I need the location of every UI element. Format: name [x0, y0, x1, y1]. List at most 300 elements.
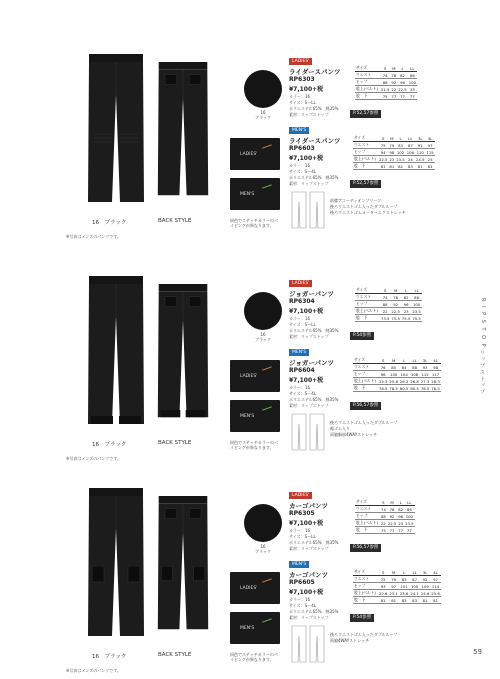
back-caption: BACK STYLE [158, 440, 192, 446]
size-cell: S [378, 569, 388, 576]
size-cell: 80.5 [399, 385, 409, 391]
size-cell: 86 [408, 72, 417, 79]
size-row [355, 506, 415, 513]
size-cell: 22 [391, 86, 397, 92]
size-cell: 86 [404, 506, 414, 513]
size-cell: LL [411, 287, 421, 294]
detail-label: LADIES' [240, 374, 258, 379]
ladies-price: ¥7,100+税 [289, 520, 324, 527]
detail-label: MEN'S [240, 626, 255, 631]
size-row-label: ウエスト [355, 72, 380, 79]
size-cell: 28.3 [431, 378, 440, 384]
size-cell: L [397, 65, 407, 72]
size-row-label: 股 下 [355, 315, 380, 322]
size-cell: 102 [396, 149, 405, 155]
ladies-product-name: ライダースパンツ [289, 68, 341, 76]
mens-spec-line: サイズ：S～4L [289, 169, 316, 174]
size-cell: 109 [421, 583, 429, 589]
ladies-size-table [355, 287, 422, 322]
size-cell: 83 [406, 163, 415, 170]
size-cell: 100 [405, 513, 413, 519]
detail-label: LADIES' [240, 586, 258, 591]
size-row-label: サイズ [355, 287, 380, 294]
size-row-label: ヒップ [355, 513, 380, 520]
size-cell: 78 [387, 506, 397, 513]
ladies-page-ref: P.56,57参照 [350, 544, 381, 552]
size-cell: 80 [388, 364, 398, 371]
back-caption: BACK STYLE [158, 218, 192, 224]
side-label-en: R I P S T O P [480, 298, 486, 349]
stitch-line [262, 618, 272, 623]
mens-product-name: カーゴパンツ [289, 571, 328, 579]
size-cell: 105 [410, 583, 419, 589]
size-cell: 78.5 [389, 385, 398, 391]
ladies-spec-line: カラー：16 [289, 528, 311, 533]
size-row-label: サイズ [355, 65, 380, 72]
size-cell: 74 [380, 506, 386, 512]
mens-spec-line: サイズ：S～4L [289, 391, 316, 396]
size-cell: 22.5 [398, 86, 407, 92]
size-cell: 81 [430, 597, 440, 604]
size-cell: 96 [397, 79, 407, 86]
feature-line: 後ろウエストゴム入ったダブルループ [330, 420, 398, 425]
size-row [353, 590, 441, 597]
ladies-price: ¥7,100+税 [289, 86, 324, 93]
size-cell: 97 [388, 583, 398, 590]
size-cell: 81 [420, 597, 430, 604]
ladies-size-table [355, 499, 415, 534]
size-cell: M [387, 499, 397, 506]
size-cell: 82 [395, 163, 405, 170]
back-pants-photo [156, 496, 210, 631]
size-cell: 79 [389, 142, 395, 148]
ladies-product-code: RP6303 [289, 76, 315, 83]
footnote: ※写真はメンズのパンツです。 [66, 234, 121, 239]
ladies-product-code: RP6305 [289, 510, 315, 517]
size-cell: 84 [399, 364, 409, 371]
size-cell: 115 [426, 149, 434, 155]
stitch-line [262, 144, 272, 149]
mens-spec-line: カラー：16 [289, 597, 311, 602]
size-cell: 96 [398, 513, 404, 519]
size-cell: 78 [390, 294, 400, 301]
size-cell: 98 [389, 149, 395, 155]
size-cell: 88 [380, 79, 390, 86]
size-cell: 3L [420, 357, 430, 364]
ladies-spec-line: ポリエステル65% 綿35% [289, 328, 339, 333]
size-cell: 77 [404, 527, 414, 534]
size-cell: 100 [408, 79, 416, 85]
size-cell: 78.5 [378, 385, 388, 391]
size-cell: 96 [401, 301, 411, 308]
mens-spec-line: サイズ：S～4L [289, 603, 316, 608]
mens-spec-line: 素材：リップストップ [289, 403, 329, 408]
size-cell: 74 [380, 72, 390, 79]
technical-drawing [290, 624, 326, 664]
footnote: ※写真はメンズのパンツです。 [66, 668, 121, 673]
feature-line: 後ろウエストゴム入ったダブルループ [330, 632, 398, 637]
back-caption: BACK STYLE [158, 652, 192, 658]
size-cell: 92 [390, 301, 400, 308]
size-row-label: サイズ [353, 569, 378, 576]
size-cell: 22.5 [387, 520, 397, 526]
size-cell: 93 [420, 364, 430, 371]
feature-line: 前膝アコーディオンプリーツ [330, 198, 382, 203]
size-cell: 22 [380, 308, 390, 315]
size-cell: 97 [430, 576, 440, 583]
mens-tag: MEN'S [289, 561, 309, 568]
size-cell: 83 [399, 597, 409, 604]
ladies-spec-line: 素材：リップストップ [289, 112, 329, 117]
size-cell: 100 [412, 301, 421, 307]
size-cell: 23 [398, 520, 404, 526]
back-pants-photo [156, 284, 210, 419]
size-cell: 25.8 [389, 378, 398, 384]
size-cell: 24.6 [420, 590, 430, 596]
size-cell: M [388, 357, 398, 364]
size-row-label: 股 下 [355, 527, 380, 534]
size-row [355, 520, 415, 527]
size-cell: 77 [408, 93, 417, 100]
size-cell: 23.5 [412, 308, 421, 314]
size-cell: 25.6 [431, 590, 440, 596]
mens-size-table [353, 569, 441, 604]
size-cell: 98 [430, 364, 440, 371]
size-row-label: ウエスト [353, 142, 378, 149]
front-caption: 16 ブラック [92, 442, 127, 448]
detail-photo [230, 572, 280, 604]
size-cell: 110 [416, 149, 424, 155]
stitch-line [262, 184, 272, 189]
size-row [353, 149, 435, 156]
size-cell: 25.3 [378, 378, 388, 384]
size-cell: L [399, 569, 409, 576]
feature-line: 両脇胴部4WAYストレッチ [330, 432, 378, 437]
size-row [355, 315, 422, 322]
product-section [0, 474, 470, 679]
size-cell: 81 [378, 597, 388, 604]
size-cell: 78 [391, 72, 397, 78]
ladies-spec-line: カラー：16 [289, 94, 311, 99]
size-cell: 75.5 [412, 315, 421, 321]
size-cell: 23.5 [405, 520, 414, 526]
size-cell: 75 [380, 93, 390, 100]
size-row-label: ウエスト [353, 364, 378, 371]
mens-product-code: RP6603 [289, 145, 315, 152]
size-cell: L [399, 357, 409, 364]
mens-product-code: RP6605 [289, 579, 315, 586]
size-cell: 3L [415, 135, 425, 142]
size-cell: 81 [415, 163, 425, 170]
detail-photo [230, 178, 280, 210]
ladies-spec-line: サイズ：S～LL [289, 534, 316, 539]
size-cell: 77 [398, 527, 404, 533]
color-swatch [244, 292, 282, 330]
size-row [353, 371, 441, 378]
size-cell: 26.8 [410, 378, 419, 384]
size-cell: 78.5 [431, 385, 440, 391]
mens-page-ref: P.54参照 [350, 614, 374, 622]
size-cell: LL [408, 65, 417, 72]
size-row [355, 93, 417, 100]
mens-page-ref: P.56,57参照 [350, 402, 381, 410]
size-cell: 3L [420, 569, 430, 576]
detail-photo [230, 612, 280, 644]
size-row [353, 378, 441, 385]
size-cell: 27.3 [420, 378, 430, 384]
size-row-label: 股上(ベルト) [356, 520, 378, 525]
size-cell: S [378, 135, 388, 142]
size-cell: 22.5 [378, 156, 388, 162]
ladies-spec-line: サイズ：S～LL [289, 322, 316, 327]
feature-line: 両脇4WAYストレッチ [330, 638, 370, 643]
size-cell: 4L [425, 135, 434, 142]
size-row-label: 股 下 [353, 385, 378, 392]
size-cell: 94 [378, 149, 388, 156]
mens-spec-line: ポリエステル65% 綿35% [289, 175, 339, 180]
mens-spec-line: 素材：リップストップ [289, 181, 329, 186]
detail-photo [230, 360, 280, 392]
size-cell: 88 [409, 364, 419, 371]
size-row-label: ヒップ [355, 79, 380, 86]
mens-size-table [353, 135, 435, 170]
size-cell: 88 [380, 301, 390, 308]
size-row-label: ヒップ [353, 583, 378, 590]
size-row [353, 163, 435, 170]
page-number: 59 [473, 648, 482, 656]
size-row-label: ウエスト [355, 294, 380, 301]
size-cell: 101 [400, 583, 408, 589]
size-cell: 82 [398, 506, 404, 512]
detail-label: LADIES' [240, 152, 258, 157]
size-cell: 87 [406, 142, 415, 149]
ladies-tag: LADIES' [289, 280, 312, 287]
size-cell: 104 [400, 371, 408, 377]
ladies-tag: LADIES' [289, 492, 312, 499]
ladies-spec-line: 素材：リップストップ [289, 546, 329, 551]
side-label-jp: リップストップ [479, 350, 485, 396]
back-pants-photo [156, 62, 210, 197]
size-cell: S [380, 499, 387, 506]
size-cell: M [392, 65, 396, 71]
size-row [355, 294, 422, 301]
size-row [355, 527, 415, 534]
size-cell: 25 [425, 156, 434, 163]
size-row [355, 301, 422, 308]
size-cell: S [380, 287, 390, 294]
size-row [353, 583, 441, 590]
ladies-product-name: カーゴパンツ [289, 502, 328, 510]
size-row-label: 股 下 [353, 163, 378, 170]
size-cell: 81 [425, 163, 434, 170]
mens-spec-line: 素材：リップストップ [289, 615, 329, 620]
size-cell: 77 [391, 93, 397, 99]
size-row-label: ヒップ [353, 149, 378, 156]
product-section [0, 262, 470, 467]
size-cell: 21.5 [380, 86, 390, 92]
front-caption: 16 ブラック [92, 654, 127, 660]
size-cell: 75.5 [391, 315, 400, 321]
stitch-line [262, 578, 272, 583]
size-cell: 73.5 [380, 315, 390, 321]
ladies-product-name: ジョガーパンツ [289, 290, 335, 298]
size-cell: 75 [378, 576, 388, 583]
size-row-label: ウエスト [353, 576, 378, 583]
size-row [353, 364, 441, 371]
size-row [355, 72, 417, 79]
ladies-size-table [355, 65, 417, 100]
mens-price: ¥7,100+税 [289, 155, 324, 162]
size-row-label: ヒップ [355, 301, 380, 308]
size-row [353, 385, 441, 392]
size-cell: 97 [425, 142, 434, 149]
size-cell: 88 [380, 513, 386, 519]
detail-photo [230, 138, 280, 170]
feature-line: 裾ゴム入り [330, 426, 350, 431]
size-cell: 93 [378, 583, 388, 590]
swatch-label: 16 ブラック [255, 544, 271, 554]
size-cell: 22.5 [391, 308, 400, 314]
size-cell: 75 [378, 142, 388, 149]
size-cell: 77 [397, 93, 407, 100]
size-row-label: 股上(ベルト) [356, 308, 378, 313]
size-cell: 117 [431, 371, 440, 377]
mens-spec-line: カラー：16 [289, 163, 311, 168]
size-cell: S [378, 357, 388, 364]
size-cell: 108 [410, 371, 419, 377]
size-cell: 24.5 [415, 156, 425, 162]
mens-product-code: RP6604 [289, 367, 315, 374]
size-row [353, 156, 435, 163]
size-cell: 87 [409, 576, 419, 583]
size-row-label: 股 下 [355, 93, 380, 100]
mens-spec-line: ポリエステル65% 綿35% [289, 397, 339, 402]
feature-line: 後ろウエストゴム入ったダブルループ [330, 204, 398, 209]
feature-line: 後ろウエストゴムメーターエクストレッチ [330, 210, 406, 215]
size-cell: 75.5 [401, 315, 411, 321]
detail-photo [230, 400, 280, 432]
size-cell: 23 [389, 156, 395, 162]
size-cell: 78.5 [420, 385, 430, 391]
ladies-price: ¥7,100+税 [289, 308, 324, 315]
footnote: ※写真はメンズのパンツです。 [66, 456, 121, 461]
size-cell: LL [409, 569, 419, 576]
technical-drawing [290, 190, 326, 230]
mens-spec-line: ポリエステル65% 綿35% [289, 609, 339, 614]
mens-page-ref: P.52,57参照 [350, 180, 381, 188]
mens-product-name: ジョガーパンツ [289, 359, 335, 367]
mens-spec-line: カラー：16 [289, 385, 311, 390]
ladies-tag: LADIES' [289, 58, 312, 65]
ladies-spec-line: サイズ：S～LL [289, 100, 316, 105]
size-cell: LL [406, 135, 415, 142]
size-cell: 4L [430, 569, 440, 576]
size-row-label: サイズ [353, 357, 378, 364]
size-cell: 83 [395, 142, 405, 149]
size-cell: 26.3 [399, 378, 409, 384]
front-pants-photo [86, 276, 146, 426]
swatch-label: 16 ブラック [255, 110, 271, 120]
detail-label: MEN'S [240, 192, 255, 197]
stitch-line [262, 406, 272, 411]
size-cell: 83 [409, 597, 419, 604]
size-cell: 23 [401, 308, 411, 315]
size-cell: 76 [378, 364, 388, 371]
mens-size-table [353, 357, 441, 392]
ladies-spec-line: ポリエステル65% 綿35% [289, 540, 339, 545]
size-row-label: サイズ [353, 135, 378, 142]
detail-caption: 同色でステッチカラーのパイピングが異なります。 [230, 440, 278, 450]
size-cell: 100 [390, 371, 398, 377]
ladies-spec-line: 素材：リップストップ [289, 334, 329, 339]
ladies-spec-line: カラー：16 [289, 316, 311, 321]
size-cell: M [390, 287, 400, 294]
front-pants-photo [86, 54, 146, 204]
size-row [353, 576, 441, 583]
size-cell: 23.5 [396, 156, 405, 162]
technical-drawing [290, 412, 326, 452]
size-cell: 23.6 [399, 590, 409, 596]
size-cell: 81 [388, 597, 398, 604]
size-cell: M [388, 569, 398, 576]
size-row [355, 308, 422, 315]
size-cell: 75 [380, 527, 386, 533]
size-row-label: サイズ [355, 499, 380, 506]
size-cell: S [380, 65, 390, 72]
color-swatch [244, 504, 282, 542]
mens-price: ¥7,100+税 [289, 589, 324, 596]
ladies-page-ref: P.54参照 [350, 332, 374, 340]
size-row-label: 股上(ベルト) [354, 590, 376, 595]
size-cell: 114 [431, 583, 440, 589]
swatch-label: 16 ブラック [255, 332, 271, 342]
size-cell: 81 [389, 163, 395, 169]
size-cell: 74 [380, 294, 390, 301]
size-cell: 83 [399, 576, 409, 583]
size-cell: M [390, 135, 394, 141]
size-cell: 86 [411, 294, 421, 301]
size-row [355, 79, 417, 86]
size-row-label: ウエスト [355, 506, 380, 513]
front-caption: 16 ブラック [92, 220, 127, 226]
color-swatch [244, 70, 282, 108]
size-cell: 82 [397, 72, 407, 79]
detail-label: MEN'S [240, 414, 255, 419]
front-pants-photo [86, 488, 146, 638]
product-section [0, 40, 470, 245]
mens-product-name: ライダースパンツ [289, 137, 341, 145]
size-row [353, 597, 441, 604]
size-cell: 23.1 [389, 590, 398, 596]
ladies-page-ref: P.52,57参照 [350, 110, 381, 118]
size-row [355, 513, 415, 520]
size-cell: 82 [401, 294, 411, 301]
mens-tag: MEN'S [289, 127, 309, 134]
size-cell: 92 [415, 142, 425, 149]
size-cell: L [401, 287, 411, 294]
size-cell: 92 [420, 576, 430, 583]
size-row-label: ヒップ [353, 371, 378, 378]
size-cell: 92 [391, 79, 397, 85]
size-cell: LL [409, 357, 419, 364]
size-cell: 77 [387, 527, 397, 534]
ladies-product-code: RP6304 [289, 298, 315, 305]
size-row-label: 股上(ベルト) [354, 378, 376, 383]
size-cell: 79 [388, 576, 398, 583]
size-row [355, 86, 417, 93]
size-cell: 22 [380, 520, 386, 526]
size-cell: 22.6 [378, 590, 388, 596]
